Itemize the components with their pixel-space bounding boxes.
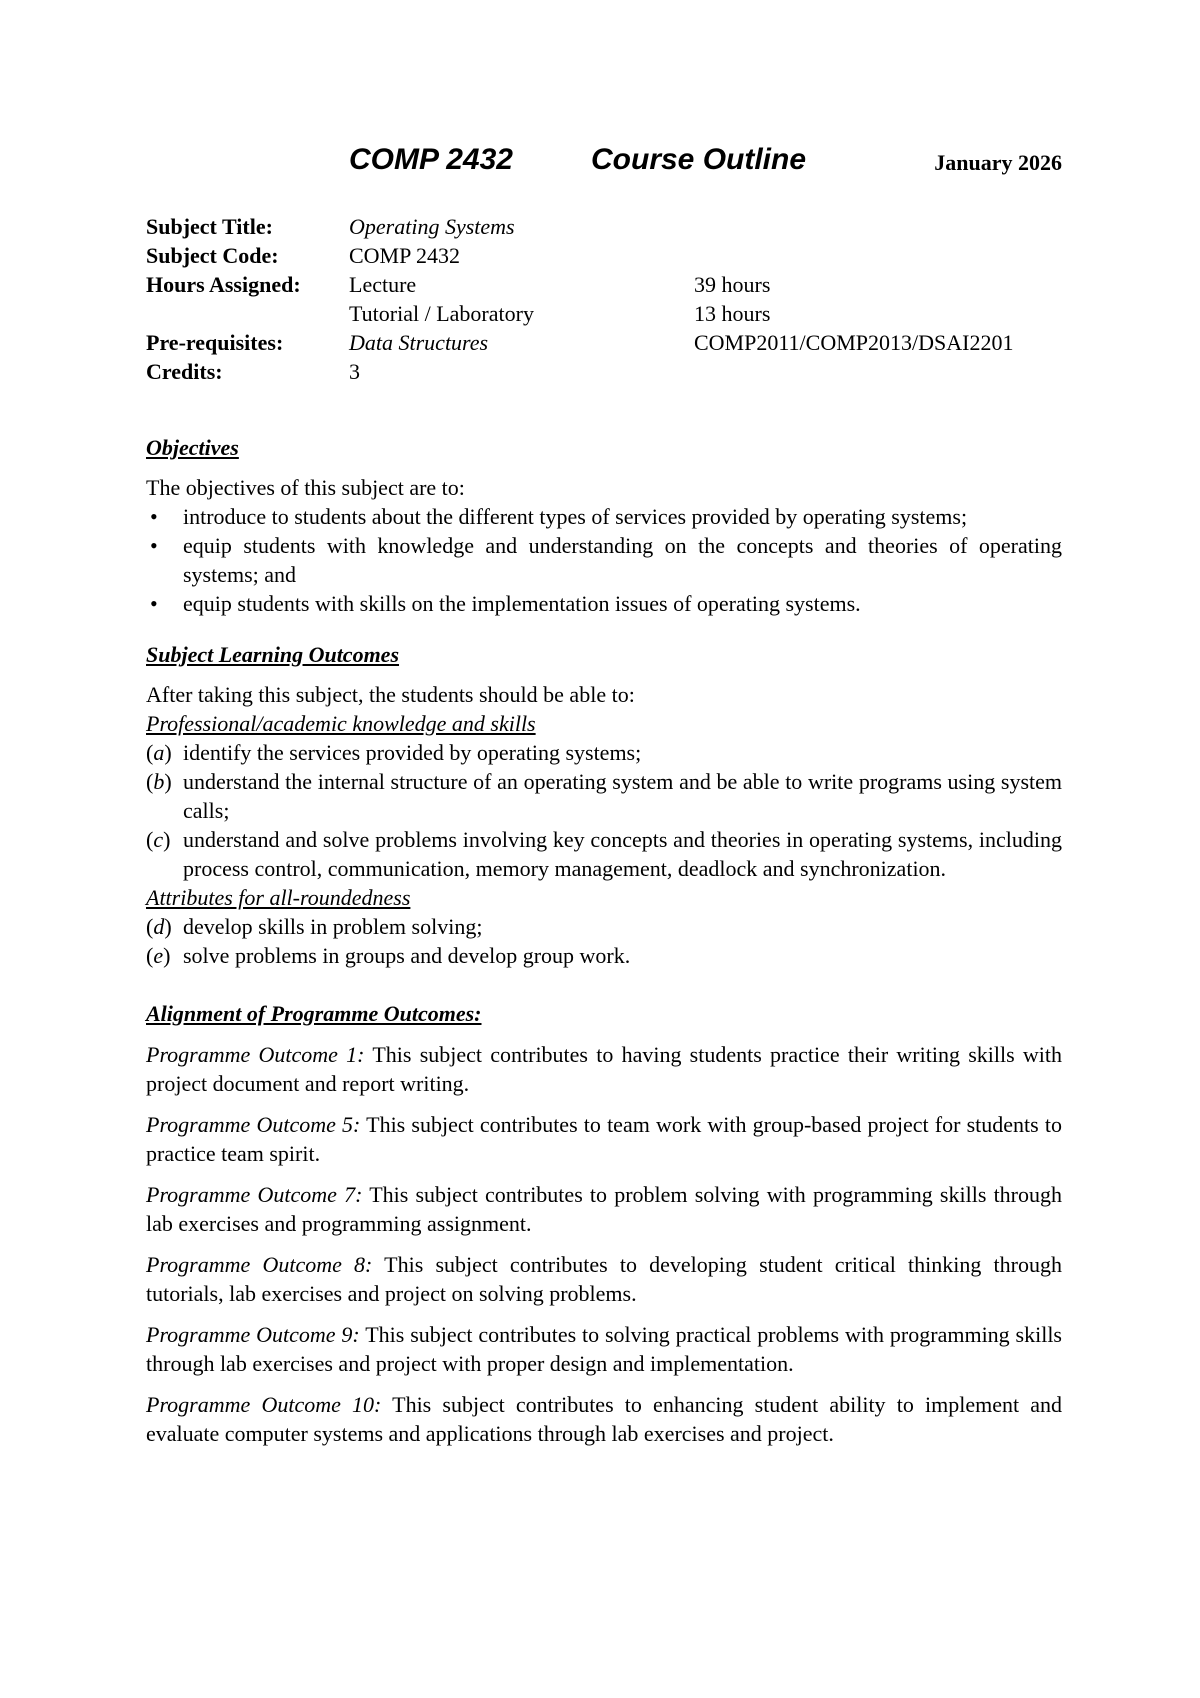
programme-outcome-item: Programme Outcome 7: This subject contributes to problem solving with programming skills through lab exercises and programming assignment. [146,1182,1063,1236]
list-item: (a) identify the services provided by operating systems; [146,740,642,765]
learning-outcomes-section [146,640,1062,970]
document-page [146,140,1062,1460]
prerequisites-row [146,328,1013,357]
list-item: (c) understand and solve problems involving key concepts and theories in operating systems, including process control, communication, memory management, deadlock and synchronization. [146,827,1062,881]
prerequisites-codes: COMP2011/COMP2013/DSAI2201 [694,330,1014,355]
credits-row [146,357,1013,386]
bullet-icon: • [150,591,158,616]
course-code-heading: COMP 2432 [349,143,513,176]
outcome-letter: a [153,740,165,765]
bullet-icon: • [150,504,158,529]
subject-code-label: Subject Code: [146,243,279,268]
hours-assigned-label: Hours Assigned: [146,272,301,297]
programme-outcomes-heading: Alignment of Programme Outcomes: [146,1001,482,1026]
prerequisites-label: Pre-requisites: [146,330,284,355]
programme-outcome-item: Programme Outcome 5: This subject contributes to team work with group-based project for students to practice team spirit. [146,1112,1062,1166]
learning-outcomes-intro: After taking this subject, the students should be able to: [146,682,635,707]
subject-info-table [146,212,1013,386]
prerequisites-name: Data Structures [349,330,489,355]
subject-title-row [146,212,1013,241]
list-item: • equip students with skills on the implementation issues of operating systems. [150,591,861,616]
subject-code-value: COMP 2432 [349,243,461,268]
subject-code-row [146,241,1013,270]
outcome-letter: d [153,914,165,939]
list-item: (d) develop skills in problem solving; [146,914,483,939]
subject-title-value: Operating Systems [349,214,515,239]
attributes-heading: Attributes for all-roundedness [146,885,411,910]
programme-outcome-item: Programme Outcome 8: This subject contributes to developing student critical thinking through tutorials, lab exercises and project on solving problems. [146,1252,1062,1306]
objectives-intro: The objectives of this subject are to: [146,475,465,500]
list-item: (e) solve problems in groups and develop group work. [146,943,631,968]
tutorial-hours: 13 hours [694,301,771,326]
subject-title-label: Subject Title: [146,214,273,239]
learning-outcomes-heading: Subject Learning Outcomes [146,642,400,667]
hours-tutorial-row [146,299,1013,328]
tutorial-label: Tutorial / Laboratory [349,301,534,326]
hours-lecture-row [146,270,1013,299]
document-date: January 2026 [934,150,1062,175]
lecture-label: Lecture [349,272,417,297]
programme-outcome-item: Programme Outcome 9: This subject contributes to solving practical problems with programming skills through lab exercises and project with proper design and implementation. [146,1322,1062,1376]
objectives-heading: Objectives [146,435,239,460]
document-header [146,140,1062,184]
outcome-letter: e [153,943,164,968]
programme-outcome-item: Programme Outcome 10: This subject contributes to enhancing student ability to implement and evaluate computer systems and applications through lab exercises and project. [146,1392,1062,1446]
professional-skills-heading: Professional/academic knowledge and skills [146,711,536,736]
credits-value: 3 [349,359,360,384]
programme-outcome-item: Programme Outcome 1: This subject contributes to having students practice their writing skills with project document and report writing. [146,1042,1062,1096]
programme-outcomes-section [146,999,1062,1448]
outcome-letter: b [153,769,165,794]
lecture-hours: 39 hours [694,272,771,297]
course-outline-heading: Course Outline [591,143,807,176]
professional-outcomes-list [146,738,1062,883]
attributes-outcomes-list [146,912,1062,970]
list-item: (b) understand the internal structure of an operating system and be able to write programs using system calls; [146,769,1062,823]
objectives-section [146,433,1062,618]
list-item: • equip students with knowledge and understanding on the concepts and theories of operating systems; and [150,533,1062,587]
list-item: • introduce to students about the different types of services provided by operating systems; [150,504,968,529]
objectives-list [146,502,1062,618]
outcome-letter: c [153,827,164,852]
credits-label: Credits: [146,359,223,384]
bullet-icon: • [150,533,158,558]
